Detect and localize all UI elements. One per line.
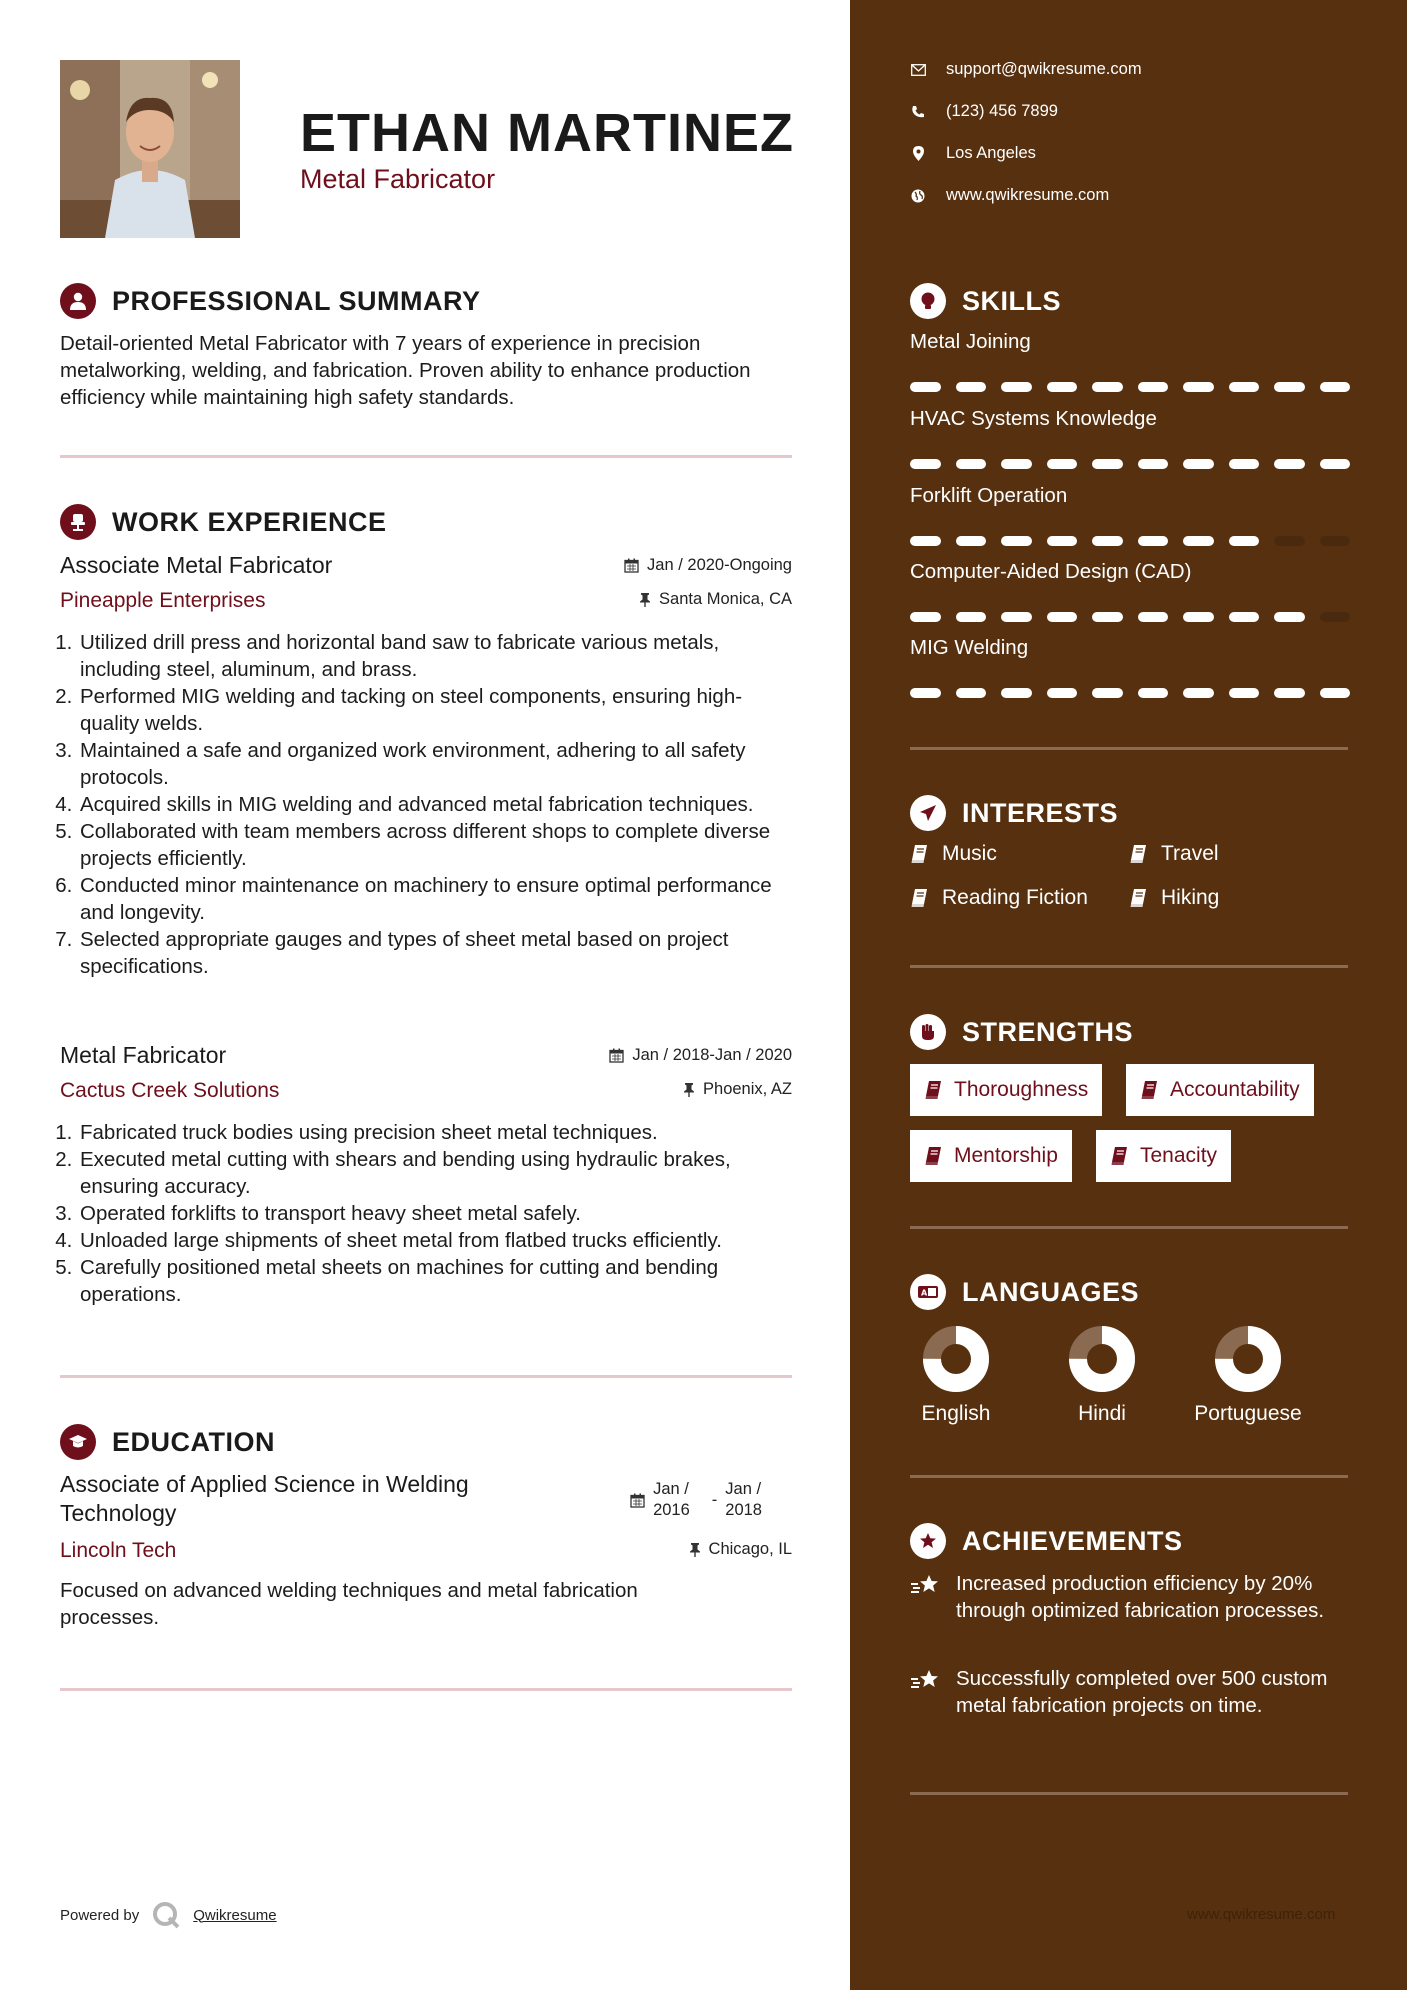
- languages-heading: A LANGUAGES: [910, 1274, 1139, 1310]
- skill-dash: [1274, 688, 1305, 698]
- skill-dash: [1001, 459, 1032, 469]
- skill-rating: [910, 536, 1350, 546]
- skill-dash: [956, 612, 987, 622]
- skill-dash: [956, 688, 987, 698]
- job-entry: [60, 552, 792, 980]
- job-dates: Jan / 2018-Jan / 2020: [609, 1046, 792, 1065]
- skill-dash: [1183, 382, 1214, 392]
- education-entry: [60, 1470, 792, 1631]
- skill-dash: [1001, 612, 1032, 622]
- graduation-cap-icon: [60, 1424, 96, 1460]
- skill-dash: [1274, 459, 1305, 469]
- skill-dash: [956, 382, 987, 392]
- skill-dash: [910, 382, 941, 392]
- calendar-icon: [630, 1493, 645, 1508]
- book-icon: [1129, 888, 1147, 908]
- skill-dash: [1274, 612, 1305, 622]
- skill-dash: [956, 536, 987, 546]
- skill-dash: [1138, 459, 1169, 469]
- section-divider: [60, 1375, 792, 1378]
- experience-heading: WORK EXPERIENCE: [60, 504, 387, 540]
- contact-location: Los Angeles: [910, 144, 1036, 163]
- book-icon: [910, 844, 928, 864]
- skill-dash: [910, 536, 941, 546]
- language-icon: [910, 1274, 946, 1310]
- interest-item: Travel: [1129, 842, 1219, 866]
- list-item: 1. Fabricated truck bodies using precision sheet metal techniques.: [78, 1119, 792, 1146]
- list-item: 1. Utilized drill press and horizontal band saw to fabricate various metals, including steel, aluminum, and brass.: [78, 629, 792, 683]
- footer-website: www.qwikresume.com: [1187, 1906, 1336, 1923]
- education-description: Focused on advanced welding techniques and metal fabrication processes.: [60, 1579, 638, 1629]
- skill-dash: [1047, 536, 1078, 546]
- skill-dash: [1320, 688, 1351, 698]
- interest-item: Hiking: [1129, 886, 1219, 910]
- interest-item: Music: [910, 842, 997, 866]
- job-location: Phoenix, AZ: [683, 1080, 792, 1099]
- skill-dash: [1001, 382, 1032, 392]
- star-badge-icon: [910, 1523, 946, 1559]
- skill-item: Metal Joining: [910, 330, 1350, 392]
- strength-tag: Tenacity: [1096, 1130, 1231, 1182]
- shooting-star-icon: [910, 1570, 944, 1624]
- powered-by: Powered by Qwikresume: [60, 1900, 277, 1930]
- map-marker-icon: [910, 146, 926, 162]
- job-bullets: [60, 629, 792, 980]
- language-level-chart: [1069, 1326, 1135, 1392]
- list-item: 6. Conducted minor maintenance on machinery to ensure optimal performance and longevity.: [78, 872, 792, 926]
- education-heading: EDUCATION: [60, 1424, 275, 1460]
- list-item: 3. Maintained a safe and organized work environment, adhering to all safety protocols.: [78, 737, 792, 791]
- section-divider: [60, 1688, 792, 1691]
- skill-dash: [1320, 536, 1351, 546]
- interests-heading: INTERESTS: [910, 795, 1118, 831]
- skill-dash: [910, 612, 941, 622]
- contact-phone: (123) 456 7899: [910, 102, 1058, 121]
- education-location: Chicago, IL: [689, 1540, 792, 1559]
- calendar-icon: [624, 558, 639, 573]
- strength-tag: Accountability: [1126, 1064, 1314, 1116]
- job-location: Santa Monica, CA: [639, 590, 792, 609]
- job-company: Pineapple Enterprises: [60, 589, 266, 612]
- skill-dash: [1320, 459, 1351, 469]
- job-entry: [60, 1042, 792, 1308]
- language-level-chart: [1215, 1326, 1281, 1392]
- sidebar: [850, 0, 1407, 1990]
- pin-icon: [683, 1082, 695, 1097]
- list-item: 5. Carefully positioned metal sheets on machines for cutting and bending operations.: [78, 1254, 792, 1308]
- language-level-hole: [1088, 1349, 1112, 1373]
- skill-dash: [1092, 688, 1123, 698]
- contact-website: www.qwikresume.com: [910, 186, 1109, 205]
- skill-dash: [910, 688, 941, 698]
- candidate-name: ETHAN MARTINEZ: [300, 103, 794, 163]
- section-divider: [910, 965, 1348, 968]
- pin-icon: [639, 592, 651, 607]
- skill-dash: [910, 459, 941, 469]
- skill-dash: [1138, 612, 1169, 622]
- skill-dash: [1001, 688, 1032, 698]
- language-item: Portuguese: [1188, 1326, 1308, 1426]
- section-divider: [910, 1226, 1348, 1229]
- fist-icon: [910, 1014, 946, 1050]
- strengths-heading: STRENGTHS: [910, 1014, 1133, 1050]
- skill-dash: [1092, 612, 1123, 622]
- skill-dash: [1138, 688, 1169, 698]
- profile-photo: [60, 60, 240, 238]
- skill-dash: [1138, 382, 1169, 392]
- skill-rating: [910, 688, 1350, 698]
- section-divider: [910, 747, 1348, 750]
- qwikresume-link[interactable]: Qwikresume: [193, 1906, 277, 1924]
- job-role: Metal Fabricator: [60, 1042, 227, 1068]
- strength-tag: Thoroughness: [910, 1064, 1102, 1116]
- interest-item: Reading Fiction: [910, 886, 1088, 910]
- list-item: 5. Collaborated with team members across different shops to complete diverse projects efficiently.: [78, 818, 792, 872]
- paper-plane-icon: [910, 795, 946, 831]
- svg-text:A: A: [921, 1288, 928, 1298]
- skill-dash: [1183, 536, 1214, 546]
- lightbulb-icon: [910, 283, 946, 319]
- skill-dash: [1183, 688, 1214, 698]
- user-icon: [60, 283, 96, 319]
- skill-dash: [1047, 382, 1078, 392]
- book-icon: [924, 1146, 942, 1166]
- skill-dash: [1274, 536, 1305, 546]
- book-icon: [1110, 1146, 1128, 1166]
- shooting-star-icon: [910, 1665, 944, 1719]
- skill-dash: [1138, 536, 1169, 546]
- education-degree: Associate of Applied Science in Welding Technology: [60, 1471, 469, 1526]
- skill-dash: [1001, 536, 1032, 546]
- skill-dash: [1092, 382, 1123, 392]
- calendar-icon: [609, 1048, 624, 1063]
- job-company: Cactus Creek Solutions: [60, 1079, 280, 1102]
- language-item: Hindi: [1042, 1326, 1162, 1426]
- list-item: 3. Operated forklifts to transport heavy sheet metal safely.: [78, 1200, 792, 1227]
- skill-dash: [1092, 459, 1123, 469]
- language-item: English: [896, 1326, 1016, 1426]
- list-item: 4. Acquired skills in MIG welding and advanced metal fabrication techniques.: [78, 791, 792, 818]
- language-level-hole: [942, 1349, 966, 1373]
- book-icon: [1129, 844, 1147, 864]
- section-divider: [910, 1475, 1348, 1478]
- job-dates: Jan / 2020-Ongoing: [624, 556, 792, 575]
- skill-item: Computer-Aided Design (CAD): [910, 560, 1350, 622]
- list-item: 2. Performed MIG welding and tacking on steel components, ensuring high-quality welds.: [78, 683, 792, 737]
- list-item: 2. Executed metal cutting with shears and bending using hydraulic brakes, ensuring accuracy.: [78, 1146, 792, 1200]
- skill-dash: [1229, 688, 1260, 698]
- skill-item: Forklift Operation: [910, 484, 1350, 546]
- skill-item: MIG Welding: [910, 636, 1350, 698]
- job-bullets: [60, 1119, 792, 1308]
- skill-dash: [1229, 382, 1260, 392]
- section-divider: [60, 455, 792, 458]
- skill-item: HVAC Systems Knowledge: [910, 407, 1350, 469]
- skill-dash: [956, 459, 987, 469]
- book-icon: [910, 888, 928, 908]
- chair-icon: [60, 504, 96, 540]
- candidate-title: Metal Fabricator: [300, 164, 496, 194]
- language-level-hole: [1234, 1349, 1258, 1373]
- language-level-chart: [923, 1326, 989, 1392]
- book-icon: [924, 1080, 942, 1100]
- globe-icon: [910, 188, 926, 204]
- phone-icon: [910, 104, 926, 120]
- pin-icon: [689, 1542, 701, 1557]
- skill-dash: [1229, 536, 1260, 546]
- achievement-item: Successfully completed over 500 custom metal fabrication projects on time.: [910, 1665, 1350, 1719]
- skill-dash: [1320, 612, 1351, 622]
- contact-email: support@qwikresume.com: [910, 60, 1142, 79]
- skill-dash: [1047, 459, 1078, 469]
- achievement-item: Increased production efficiency by 20% through optimized fabrication processes.: [910, 1570, 1350, 1624]
- list-item: 7. Selected appropriate gauges and types of sheet metal based on project specifications.: [78, 926, 792, 980]
- skill-dash: [1183, 459, 1214, 469]
- summary-text: Detail-oriented Metal Fabricator with 7 years of experience in precision metalworking, welding, and fabrication. Proven ability to enhance production efficiency while maintaining high safety standards.: [60, 332, 751, 409]
- skill-dash: [1320, 382, 1351, 392]
- skill-dash: [1047, 612, 1078, 622]
- summary-heading: PROFESSIONAL SUMMARY: [60, 283, 481, 319]
- skill-dash: [1183, 612, 1214, 622]
- education-dates: Jan / 2016 - Jan / 2018: [630, 1472, 762, 1528]
- skill-rating: [910, 612, 1350, 622]
- skill-dash: [1047, 688, 1078, 698]
- skill-rating: [910, 382, 1350, 392]
- job-role: Associate Metal Fabricator: [60, 552, 333, 578]
- qwikresume-logo-icon: [151, 1900, 181, 1930]
- skill-dash: [1229, 612, 1260, 622]
- education-school: Lincoln Tech: [60, 1539, 177, 1562]
- list-item: 4. Unloaded large shipments of sheet metal from flatbed trucks efficiently.: [78, 1227, 792, 1254]
- skill-dash: [1274, 382, 1305, 392]
- skills-heading: SKILLS: [910, 283, 1061, 319]
- achievements-heading: ACHIEVEMENTS: [910, 1523, 1183, 1559]
- skill-rating: [910, 459, 1350, 469]
- envelope-icon: [910, 62, 926, 78]
- section-divider: [910, 1792, 1348, 1795]
- strength-tag: Mentorship: [910, 1130, 1072, 1182]
- book-icon: [1140, 1080, 1158, 1100]
- skill-dash: [1092, 536, 1123, 546]
- skill-dash: [1229, 459, 1260, 469]
